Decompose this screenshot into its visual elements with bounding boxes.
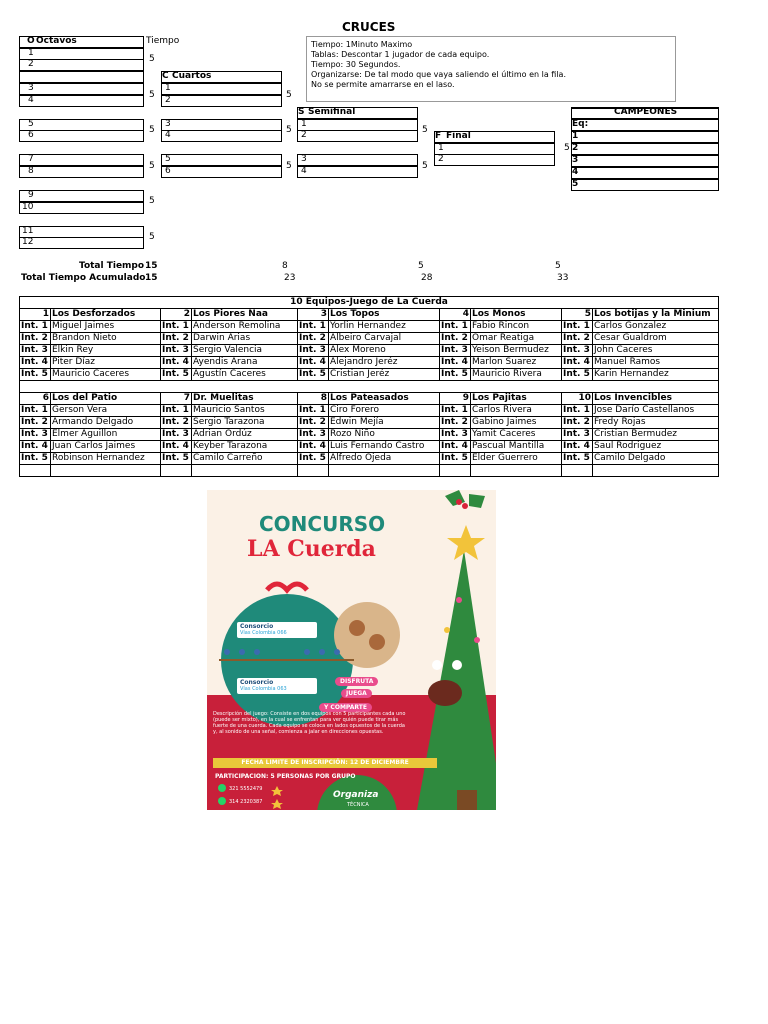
match-time: 5 <box>149 90 155 100</box>
team-header-row <box>20 309 719 321</box>
campeones-eq-cell[interactable] <box>571 119 719 131</box>
player-slot-label: Int. 2 <box>20 417 51 429</box>
total-tiempo-value: 5 <box>418 261 424 271</box>
total-acumulado-value: 33 <box>557 273 569 283</box>
player-slot-label: Int. 3 <box>298 429 329 441</box>
octavos-slot[interactable] <box>19 237 144 249</box>
octavos-slot[interactable] <box>19 190 144 202</box>
octavos-slot[interactable] <box>19 83 144 95</box>
slot-number: 6 <box>165 166 171 176</box>
note-line: Tablas: Descontar 1 jugador de cada equipo. <box>311 50 490 59</box>
whatsapp-icon <box>218 797 226 805</box>
player-name: Manuel Ramos <box>593 357 719 369</box>
player-slot-label: Int. 1 <box>440 405 471 417</box>
total-tiempo-value: 5 <box>555 261 561 271</box>
note-line: No se permite amarrarse en el laso. <box>311 80 455 89</box>
bow-icon <box>267 584 307 590</box>
player-slot-label: Int. 3 <box>440 429 471 441</box>
player-name: Fredy Rojas <box>593 417 719 429</box>
player-name: Carlos Rivera <box>471 405 562 417</box>
total-acumulado-value: 23 <box>284 273 296 283</box>
tree-eye-icon <box>452 660 462 670</box>
player-name: Carlos Gonzalez <box>593 321 719 333</box>
player-row <box>20 369 719 381</box>
rules-notes <box>306 36 676 102</box>
match-time: 5 <box>149 232 155 242</box>
team-name: Los Pateasados <box>329 393 440 405</box>
empty-cell <box>20 465 51 477</box>
octavos-slot[interactable] <box>19 59 144 71</box>
player-name: Yamit Caceres <box>471 429 562 441</box>
empty-cell <box>51 465 161 477</box>
empty-cell <box>298 465 329 477</box>
slot-number: 3 <box>165 119 171 129</box>
slot-number: 4 <box>165 130 171 140</box>
brand-sub: Vías Colombia 063 <box>240 686 287 692</box>
player-slot-label: Int. 2 <box>20 333 51 345</box>
match-time: 5 <box>286 125 292 135</box>
team-name: Los Topos <box>329 309 440 321</box>
player-name: Gerson Vera <box>51 405 161 417</box>
player-row <box>20 429 719 441</box>
player-slot-label: Int. 3 <box>298 345 329 357</box>
slot-number: 12 <box>22 237 34 247</box>
team-number: 9 <box>440 393 471 405</box>
player-name: Camilo Carreño <box>192 453 298 465</box>
player-name: Gabino Jaimes <box>471 417 562 429</box>
organizer-logo: Organiza <box>333 790 379 800</box>
cuartos-code: C <box>162 71 169 81</box>
brand-logo <box>237 622 317 638</box>
cookies-plate-icon <box>334 602 400 668</box>
player-slot-label: Int. 2 <box>161 333 192 345</box>
total-tiempo-value: 8 <box>282 261 288 271</box>
player-name: Agustín Caceres <box>192 369 298 381</box>
player-slot-label: Int. 1 <box>562 321 593 333</box>
total-acumulado-label: Total Tiempo Acumulado <box>21 273 146 283</box>
campeon-number: 2 <box>572 143 579 153</box>
slot-number: 11 <box>22 226 34 236</box>
player-name: Elder Guerrero <box>471 453 562 465</box>
slot-number: 10 <box>22 202 34 212</box>
player-slot-label: Int. 1 <box>562 405 593 417</box>
tiempo-label: Tiempo <box>146 36 180 46</box>
match-time: 5 <box>422 125 428 135</box>
player-row <box>20 333 719 345</box>
player-name: Omar Reatiga <box>471 333 562 345</box>
brand-name: Consorcio <box>240 679 274 686</box>
slot-number: 2 <box>438 154 444 164</box>
roster-header-row <box>20 297 719 309</box>
tree-ornament-icon <box>444 627 450 633</box>
player-slot-label: Int. 5 <box>440 369 471 381</box>
slot-number: 4 <box>301 166 307 176</box>
player-slot-label: Int. 1 <box>298 321 329 333</box>
player-slot-label: Int. 1 <box>161 321 192 333</box>
deadline-banner: FECHA LIMITE DE INSCRIPCIÓN: 12 DE DICIEMBRE <box>213 758 437 768</box>
phone-number: 314 2320387 <box>229 799 263 805</box>
note-line: Tiempo: 30 Segundos. <box>311 60 401 69</box>
player-slot-label: Int. 4 <box>562 441 593 453</box>
cuartos-slot[interactable] <box>161 130 282 142</box>
team-number: 7 <box>161 393 192 405</box>
player-slot-label: Int. 3 <box>20 429 51 441</box>
slot-number: 5 <box>165 154 171 164</box>
player-slot-label: Int. 3 <box>562 345 593 357</box>
octavos-slot[interactable] <box>19 166 144 178</box>
player-slot-label: Int. 2 <box>562 333 593 345</box>
campeon-row[interactable] <box>571 155 719 167</box>
tree-ornament-icon <box>474 637 480 643</box>
slot-number: 5 <box>28 119 34 129</box>
player-row <box>20 357 719 369</box>
player-name: Yeison Bermudez <box>471 345 562 357</box>
player-slot-label: Int. 2 <box>562 417 593 429</box>
player-name: Yorlin Hernandez <box>329 321 440 333</box>
player-slot-label: Int. 4 <box>298 357 329 369</box>
pill-juega: JUEGA <box>341 689 372 698</box>
spacer-cell <box>20 381 719 393</box>
match-time: 5 <box>149 161 155 171</box>
total-acumulado-value: 15 <box>145 273 158 283</box>
octavos-code: O <box>27 36 35 46</box>
slot-number: 3 <box>28 83 34 93</box>
player-slot-label: Int. 1 <box>20 405 51 417</box>
cuartos-slot[interactable] <box>161 95 282 107</box>
player-slot-label: Int. 5 <box>562 369 593 381</box>
slot-number: 9 <box>28 190 34 200</box>
berry-icon <box>456 499 462 505</box>
roster-group <box>20 309 719 381</box>
player-name: Rozo Niño <box>329 429 440 441</box>
holly-icon <box>445 490 465 506</box>
campeon-number: 1 <box>572 131 579 141</box>
team-name: Los Monos <box>471 309 562 321</box>
team-number: 5 <box>562 309 593 321</box>
team-name: Los del Patio <box>51 393 161 405</box>
brand-name: Consorcio <box>240 623 274 630</box>
match-time: 5 <box>149 54 155 64</box>
roster-spacer-row <box>20 465 719 477</box>
final-label: Final <box>446 131 471 141</box>
player-name: Cristian Jeréz <box>329 369 440 381</box>
whatsapp-icon <box>218 784 226 792</box>
player-name: Mauricio Caceres <box>51 369 161 381</box>
tree-mouth-icon <box>428 680 462 706</box>
player-name: Saul Rodriguez <box>593 441 719 453</box>
player-slot-label: Int. 5 <box>298 453 329 465</box>
player-name: Robinson Hernandez <box>51 453 161 465</box>
brand-sub: Vías Colombia 066 <box>240 630 287 636</box>
tree-eye-icon <box>432 660 442 670</box>
phone-number: 321 5552479 <box>229 786 263 792</box>
player-name: Alex Moreno <box>329 345 440 357</box>
player-name: Karin Hernandez <box>593 369 719 381</box>
match-time: 5 <box>564 143 570 153</box>
player-name: Keyber Tarazona <box>192 441 298 453</box>
slot-number: 1 <box>438 143 444 153</box>
octavos-label: Octavos <box>36 36 77 46</box>
player-name: Miguel Jaimes <box>51 321 161 333</box>
cuartos-slot[interactable] <box>161 83 282 95</box>
semifinal-slot[interactable] <box>297 130 418 142</box>
player-slot-label: Int. 1 <box>298 405 329 417</box>
holly-icon <box>469 494 485 508</box>
team-number: 6 <box>20 393 51 405</box>
player-slot-label: Int. 3 <box>440 345 471 357</box>
campeon-row[interactable] <box>571 179 719 191</box>
team-name: Dr. Muelitas <box>192 393 298 405</box>
octavos-slot[interactable] <box>19 130 144 142</box>
roster-group <box>20 393 719 465</box>
empty-cell <box>329 465 440 477</box>
final-slot[interactable] <box>434 154 555 166</box>
player-name: Sergio Tarazona <box>192 417 298 429</box>
player-name: Edwin Mejía <box>329 417 440 429</box>
player-slot-label: Int. 5 <box>562 453 593 465</box>
player-name: John Caceres <box>593 345 719 357</box>
total-tiempo-label: Total Tiempo <box>79 261 145 271</box>
player-name: Fabio Rincon <box>471 321 562 333</box>
player-slot-label: Int. 5 <box>161 453 192 465</box>
player-row <box>20 405 719 417</box>
roster-title: 10 Equipos-Juego de La Cuerda <box>20 297 719 309</box>
player-row <box>20 321 719 333</box>
player-row <box>20 345 719 357</box>
player-slot-label: Int. 2 <box>440 333 471 345</box>
semifinal-label: Semifinal <box>308 107 356 117</box>
total-tiempo-value: 15 <box>145 261 158 271</box>
rope-icon <box>219 659 354 661</box>
player-slot-label: Int. 3 <box>161 429 192 441</box>
roster-spacer-row <box>20 381 719 393</box>
player-name: Cesar Gualdrom <box>593 333 719 345</box>
match-time: 5 <box>149 196 155 206</box>
player-name: Piter Díaz <box>51 357 161 369</box>
player-name: Juan Carlos Jaimes <box>51 441 161 453</box>
team-name: Los Desforzados <box>51 309 161 321</box>
match-time: 5 <box>149 125 155 135</box>
player-slot-label: Int. 5 <box>20 453 51 465</box>
player-slot-label: Int. 3 <box>161 345 192 357</box>
player-slot-label: Int. 4 <box>161 357 192 369</box>
star-icon <box>447 525 485 560</box>
empty-cell <box>471 465 562 477</box>
cookie-icon <box>349 620 365 636</box>
player-name: Alfredo Ojeda <box>329 453 440 465</box>
slot-number: 1 <box>28 48 34 58</box>
campeon-number: 4 <box>572 167 579 177</box>
player-row <box>20 453 719 465</box>
slot-number: 2 <box>165 95 171 105</box>
roster-table <box>19 296 719 477</box>
match-time: 5 <box>286 161 292 171</box>
player-name: Elkin Rey <box>51 345 161 357</box>
octavos-slot[interactable] <box>19 154 144 166</box>
empty-cell <box>440 465 471 477</box>
player-name: Alejandro Jeréz <box>329 357 440 369</box>
player-slot-label: Int. 4 <box>440 357 471 369</box>
cuartos-slot[interactable] <box>161 166 282 178</box>
player-slot-label: Int. 3 <box>20 345 51 357</box>
player-name: Marlon Suarez <box>471 357 562 369</box>
player-name: Anderson Remolina <box>192 321 298 333</box>
slot-number: 7 <box>28 154 34 164</box>
player-name: Pascual Mantilla <box>471 441 562 453</box>
match-time: 5 <box>286 90 292 100</box>
campeon-row[interactable] <box>571 167 719 179</box>
team-name: Los botijas y la Minium <box>593 309 719 321</box>
tree-ornament-icon <box>456 597 462 603</box>
player-slot-label: Int. 5 <box>161 369 192 381</box>
player-slot-label: Int. 4 <box>298 441 329 453</box>
semifinal-slot[interactable] <box>297 166 418 178</box>
team-name: Los Invencibles <box>593 393 719 405</box>
player-slot-label: Int. 5 <box>440 453 471 465</box>
player-slot-label: Int. 2 <box>298 333 329 345</box>
cuartos-label: Cuartos <box>172 71 212 81</box>
player-slot-label: Int. 4 <box>562 357 593 369</box>
final-code: F <box>435 131 442 141</box>
participation-text: PARTICIPACION: 5 PERSONAS POR GRUPO <box>215 773 356 780</box>
team-name: Los Piores Naa <box>192 309 298 321</box>
player-name: Darwin Arias <box>192 333 298 345</box>
team-number: 10 <box>562 393 593 405</box>
team-number: 3 <box>298 309 329 321</box>
slot-number: 1 <box>301 119 307 129</box>
player-row <box>20 441 719 453</box>
poster-subtitle: LA Cuerda <box>247 536 376 562</box>
campeon-number: 5 <box>572 179 579 189</box>
christmas-tree-icon <box>417 550 496 810</box>
player-name: Mauricio Santos <box>192 405 298 417</box>
octavos-slot[interactable] <box>19 202 144 214</box>
note-line: Tiempo: 1Minuto Maximo <box>311 40 413 49</box>
player-slot-label: Int. 4 <box>440 441 471 453</box>
berry-icon <box>462 503 468 509</box>
player-name: Cristian Bermudez <box>593 429 719 441</box>
organizer-sub: TÉCNICA <box>347 802 369 808</box>
octavos-spacer <box>19 71 144 83</box>
empty-cell <box>161 465 192 477</box>
team-number: 4 <box>440 309 471 321</box>
team-number: 1 <box>20 309 51 321</box>
slot-number: 6 <box>28 130 34 140</box>
player-name: Luis Fernando Castro <box>329 441 440 453</box>
player-slot-label: Int. 5 <box>298 369 329 381</box>
player-name: Camilo Delgado <box>593 453 719 465</box>
player-slot-label: Int. 2 <box>161 417 192 429</box>
tree-trunk-icon <box>457 790 477 810</box>
player-slot-label: Int. 5 <box>20 369 51 381</box>
semifinal-slot[interactable] <box>297 154 418 166</box>
semifinal-code: S <box>298 107 305 117</box>
player-slot-label: Int. 2 <box>298 417 329 429</box>
campeon-row[interactable] <box>571 131 719 143</box>
total-acumulado-value: 28 <box>421 273 433 283</box>
team-number: 2 <box>161 309 192 321</box>
player-slot-label: Int. 4 <box>161 441 192 453</box>
slot-number: 3 <box>301 154 307 164</box>
player-name: Sergio Valencia <box>192 345 298 357</box>
slot-number: 8 <box>28 166 34 176</box>
player-slot-label: Int. 4 <box>20 441 51 453</box>
slot-number: 4 <box>28 95 34 105</box>
contest-poster <box>207 490 496 810</box>
game-description: Descripción del juego: Consiste en dos equipos con 5 participantes cada uno (puede ser mixto), en la cual se enfrentan para ver quién puede tirar más fuerte de una cuerda. Cada equipo se coloca en lados opuestos de la cuerda y, al sonido de una señal, comienza a jalar en direcciones opuestas. <box>213 711 406 735</box>
cuartos-slot[interactable] <box>161 154 282 166</box>
player-slot-label: Int. 4 <box>20 357 51 369</box>
pill-comparte: Y COMPARTE <box>319 703 372 712</box>
player-name: Adrian Ordúz <box>192 429 298 441</box>
player-name: Brandon Nieto <box>51 333 161 345</box>
player-name: Jose Darío Castellanos <box>593 405 719 417</box>
team-number: 8 <box>298 393 329 405</box>
slot-number: 2 <box>28 59 34 69</box>
empty-cell <box>593 465 719 477</box>
slot-number: 2 <box>301 130 307 140</box>
cookie-icon <box>369 634 385 650</box>
slot-number: 1 <box>165 83 171 93</box>
page-title: CRUCES <box>342 20 396 34</box>
team-name: Los Pajitas <box>471 393 562 405</box>
match-time: 5 <box>422 161 428 171</box>
player-slot-label: Int. 3 <box>562 429 593 441</box>
empty-cell <box>192 465 298 477</box>
campeon-row[interactable] <box>571 143 719 155</box>
player-slot-label: Int. 1 <box>440 321 471 333</box>
player-name: Armando Delgado <box>51 417 161 429</box>
empty-cell <box>562 465 593 477</box>
player-slot-label: Int. 2 <box>440 417 471 429</box>
player-row <box>20 417 719 429</box>
player-name: Elmer Aguillon <box>51 429 161 441</box>
player-slot-label: Int. 1 <box>161 405 192 417</box>
team-header-row <box>20 393 719 405</box>
player-name: Mauricio Rivera <box>471 369 562 381</box>
pill-disfruta: DISFRUTA <box>335 677 378 686</box>
poster-title: CONCURSO <box>259 512 386 536</box>
octavos-slot[interactable] <box>19 95 144 107</box>
eq-label: Eq: <box>572 119 589 129</box>
player-name: Ayendis Arana <box>192 357 298 369</box>
player-name: Albeiro Carvajal <box>329 333 440 345</box>
brand-logo <box>237 678 317 694</box>
campeon-number: 3 <box>572 155 579 165</box>
note-line: Organizarse: De tal modo que vaya saliendo el último en la fila. <box>311 70 567 79</box>
campeones-label: CAMPEONES <box>614 107 678 117</box>
player-name: Ciro Forero <box>329 405 440 417</box>
player-slot-label: Int. 1 <box>20 321 51 333</box>
